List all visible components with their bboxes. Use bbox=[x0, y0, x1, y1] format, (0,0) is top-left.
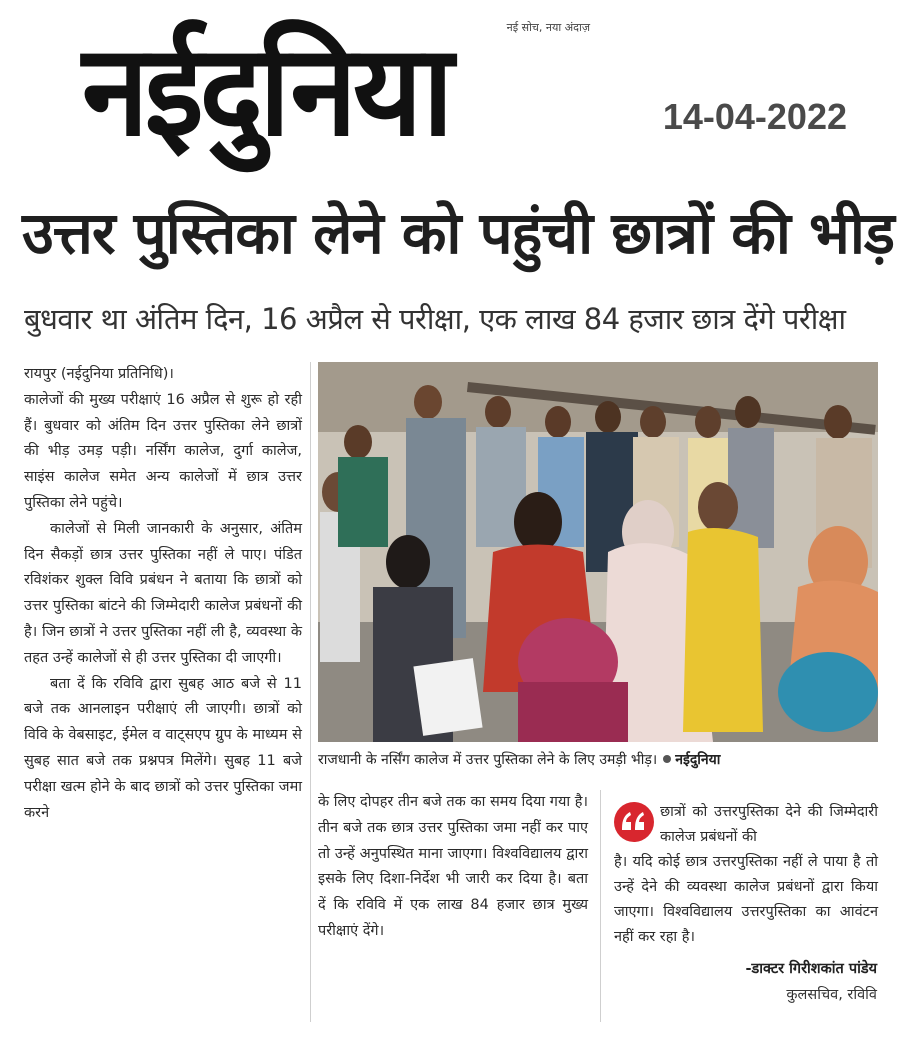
caption-text: राजधानी के नर्सिंग कालेज में उत्तर पुस्तिका लेने के लिए उमड़ी भीड़। bbox=[318, 752, 658, 768]
crowd-photo bbox=[318, 362, 878, 742]
article-subheadline: बुधवार था अंतिम दिन, 16 अप्रैल से परीक्षा, एक लाख 84 हजार छात्र देंगे परीक्षा bbox=[24, 302, 846, 336]
article-paragraph: कालेजों से मिली जानकारी के अनुसार, अंतिम दिन सैकड़ों छात्र उत्तर पुस्तिका नहीं ले पाए। पंडित रविशंकर शुक्ल विवि प्रबंधन ने बताया कि छात्रों को उत्तर पुस्तिका बांटने की जिम्मेदारी कालेज प्रबंधनों की है। जिन छात्रों ने उत्तर पुस्तिका नहीं ली है, व्यवस्था के तहत उन्हें कालेजों से ही उत्तर पुस्तिका दी जाएगी। bbox=[24, 520, 302, 666]
quote-author: -डाक्टर गिरीशकांत पांडेय bbox=[745, 961, 877, 977]
publication-date: 14-04-2022 bbox=[662, 96, 847, 137]
column-divider bbox=[600, 790, 601, 1022]
article-column-left bbox=[24, 362, 302, 826]
quote-author-role: कुलसचिव, रविवि bbox=[786, 987, 877, 1003]
article-paragraph: कालेजों की मुख्य परीक्षाएं 16 अप्रैल से शुरू हो रही हैं। बुधवार को अंतिम दिन उत्तर पुस्तिका लेने छात्रों की भीड़ उमड़ पड़ी। नर्सिंग कालेज, दुर्गा कालेज, साइंस कालेज समेत अन्य कालेजों में छात्र उत्तर पुस्तिका लेने पहुंचे। bbox=[24, 391, 302, 511]
quote-icon bbox=[612, 800, 656, 844]
masthead-tagline: नई सोच, नया अंदाज़ bbox=[506, 21, 590, 34]
quote-text-start: छात्रों को उत्तरपुस्तिका देने की जिम्मेदारी कालेज प्रबंधनों की bbox=[660, 804, 878, 845]
masthead-logo: नईदुनिया bbox=[82, 18, 450, 165]
article-paragraph: बता दें कि रविवि द्वारा सुबह आठ बजे से 11 बजे तक आनलाइन परीक्षाएं ली जाएगी। छात्रों को विवि के वेबसाइट, ईमेल व वाट्सएप ग्रुप के माध्यम से सुबह सात बजे तक प्रश्नपत्र मिलेंगे। सुबह 11 बजे परीक्षा खत्म होने के बाद छात्रों को उत्तर पुस्तिका जमा करने bbox=[24, 675, 302, 821]
credit-dot-icon bbox=[663, 755, 671, 763]
article-dateline: रायपुर (नईदुनिया प्रतिनिधि)। bbox=[24, 366, 174, 382]
article-column-middle: के लिए दोपहर तीन बजे तक का समय दिया गया है। तीन बजे तक छात्र उत्तर पुस्तिका जमा नहीं कर पाए तो उन्हें अनुपस्थित माना जाएगा। विश्वविद्यालय द्वारा इसके लिए दिशा-निर्देश भी जारी कर दिया है। बता दें कि रविवि में एक लाख 84 हजार छात्र मुख्य परीक्षाएं देंगे। bbox=[318, 794, 588, 939]
crowd-photo-image bbox=[318, 362, 878, 742]
photo-caption bbox=[318, 750, 878, 769]
article-headline: उत्तर पुस्तिका लेने को पहुंची छात्रों की भीड़ bbox=[22, 199, 894, 267]
photo-credit: नईदुनिया bbox=[675, 752, 721, 768]
quote-text-rest: है। यदि कोई छात्र उत्तरपुस्तिका नहीं ले पाया है तो उन्हें देने की व्यवस्था कालेज प्रबंधनों द्वारा किया जाएगा। विश्वविद्यालय उत्तरपुस्तिका का आवंटन नहीं कर रहा है। bbox=[614, 854, 878, 945]
masthead bbox=[60, 14, 600, 174]
column-divider bbox=[310, 362, 311, 1022]
